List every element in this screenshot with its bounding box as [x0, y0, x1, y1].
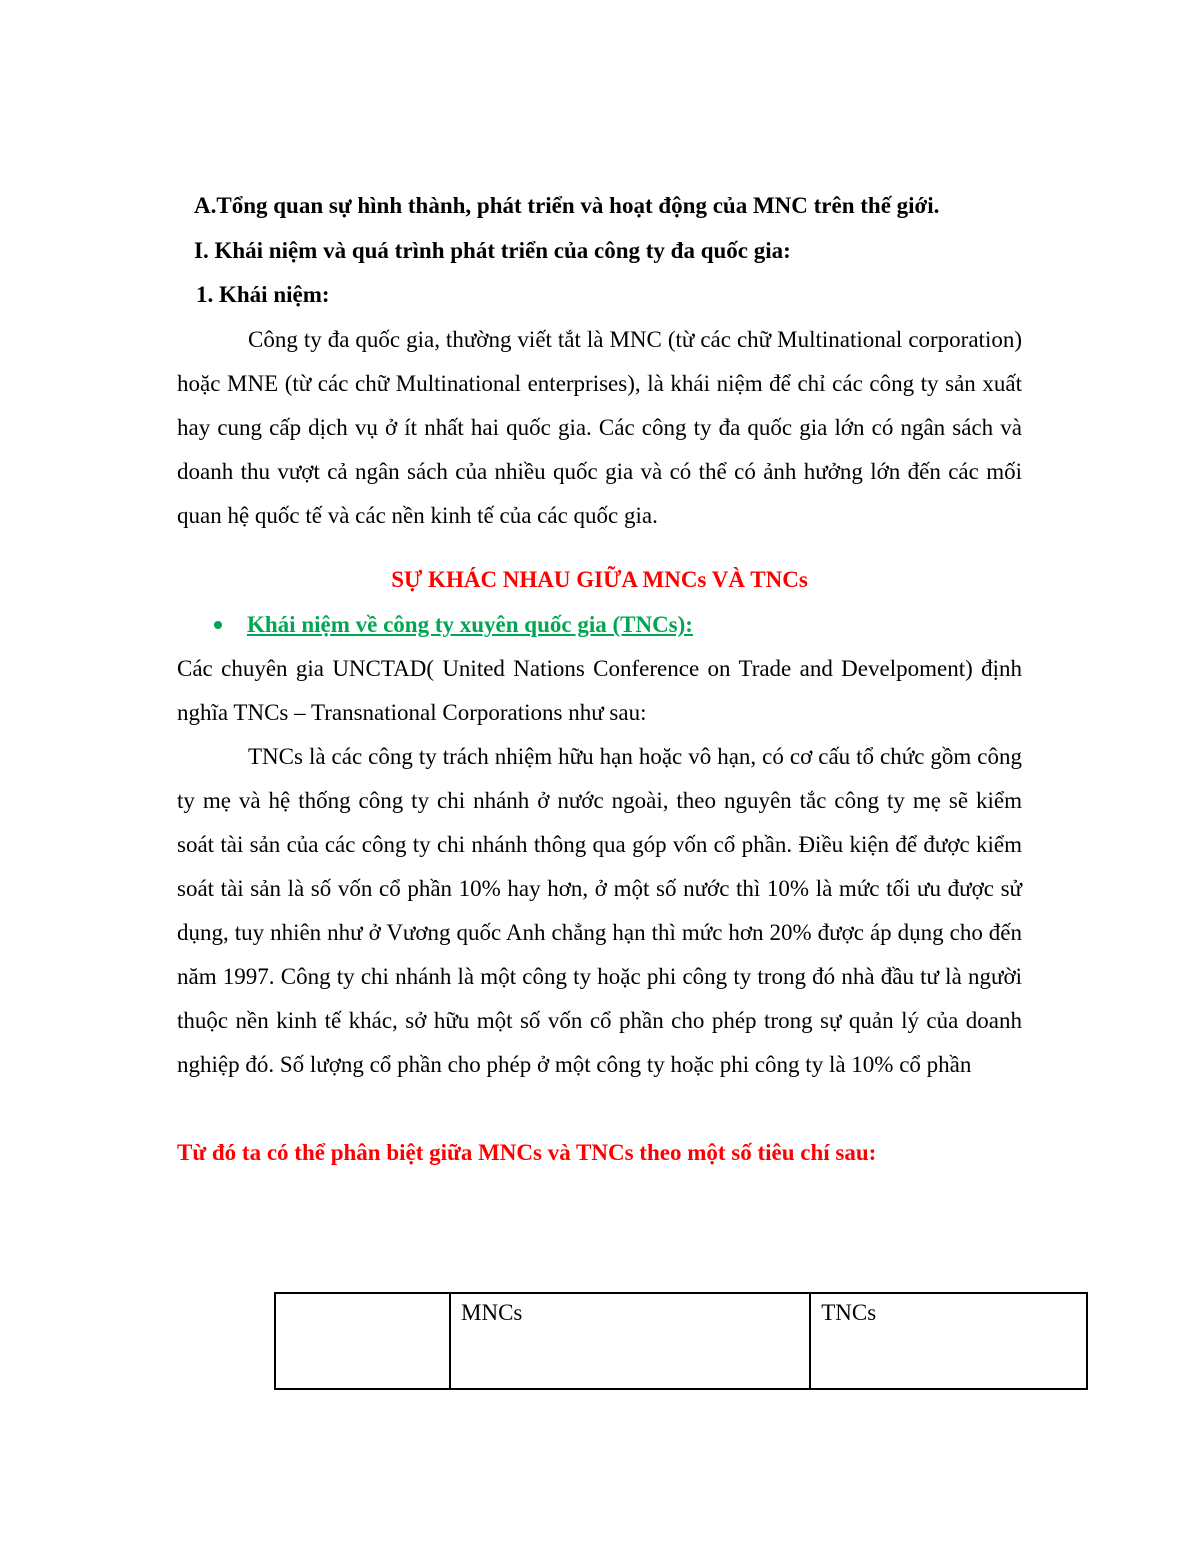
heading-a: A.Tổng quan sự hình thành, phát triển và hoạt động của MNC trên thế giới. [194, 193, 940, 218]
paragraph-unctad: Các chuyên gia UNCTAD( United Nations Conference on Trade and Develpoment) định nghĩa TNCs – Transnational Corporations như sau: [177, 656, 1022, 725]
comparison-table [274, 1292, 1088, 1390]
red-section-title: SỰ KHÁC NHAU GIỮA MNCs VÀ TNCs [391, 567, 808, 592]
paragraph-tnc-definition: TNCs là các công ty trách nhiệm hữu hạn hoặc vô hạn, có cơ cấu tổ chức gồm công ty mẹ và hệ thống công ty chi nhánh ở nước ngoài, theo nguyên tắc công ty mẹ sẽ kiểm soát tài sản của các công ty chi nhánh thông qua góp vốn cổ phần. Điều kiện để được kiểm soát tài sản là số vốn cổ phần 10% hay hơn, ở một số nước thì 10% là mức tối ưu được sử dụng, tuy nhiên như ở Vương quốc Anh chẳng hạn thì mức hơn 20% được áp dụng cho đến năm 1997. Công ty chi nhánh là một công ty hoặc phi công ty trong đó nhà đầu tư là người thuộc nền kinh tế khác, sở hữu một số vốn cổ phần cho phép trong sự quản lý của doanh nghiệp đó. Số lượng cổ phần cho phép ở một công ty hoặc phi công ty là 10% cổ phần [177, 744, 1022, 1077]
heading-concept: 1. Khái niệm: [196, 282, 330, 307]
table-cell-tncs: TNCs [810, 1293, 1087, 1389]
heading-section-i: I. Khái niệm và quá trình phát triển của công ty đa quốc gia: [194, 238, 791, 263]
bullet-dot-icon [214, 621, 222, 629]
paragraph-mnc-definition: Công ty đa quốc gia, thường viết tắt là MNC (từ các chữ Multinational corporation) hoặc MNE (từ các chữ Multinational enterprises), là khái niệm để chỉ các công ty sản xuất hay cung cấp dịch vụ ở ít nhất hai quốc gia. Các công ty đa quốc gia lớn có ngân sách và doanh thu vượt cả ngân sách của nhiều quốc gia và có thể có ảnh hưởng lớn đến các mối quan hệ quốc tế và các nền kinh tế của các quốc gia. [177, 327, 1022, 528]
red-comparison-sentence: Từ đó ta có thể phân biệt giữa MNCs và TNCs theo một số tiêu chí sau: [177, 1140, 877, 1165]
document-body [177, 184, 1022, 1175]
table-row [275, 1293, 1087, 1389]
table-cell-criteria [275, 1293, 450, 1389]
bullet-heading-tnc [177, 603, 1022, 647]
bullet-heading-text: Khái niệm về công ty xuyên quốc gia (TNCs): [247, 612, 693, 637]
table-cell-mncs: MNCs [450, 1293, 810, 1389]
